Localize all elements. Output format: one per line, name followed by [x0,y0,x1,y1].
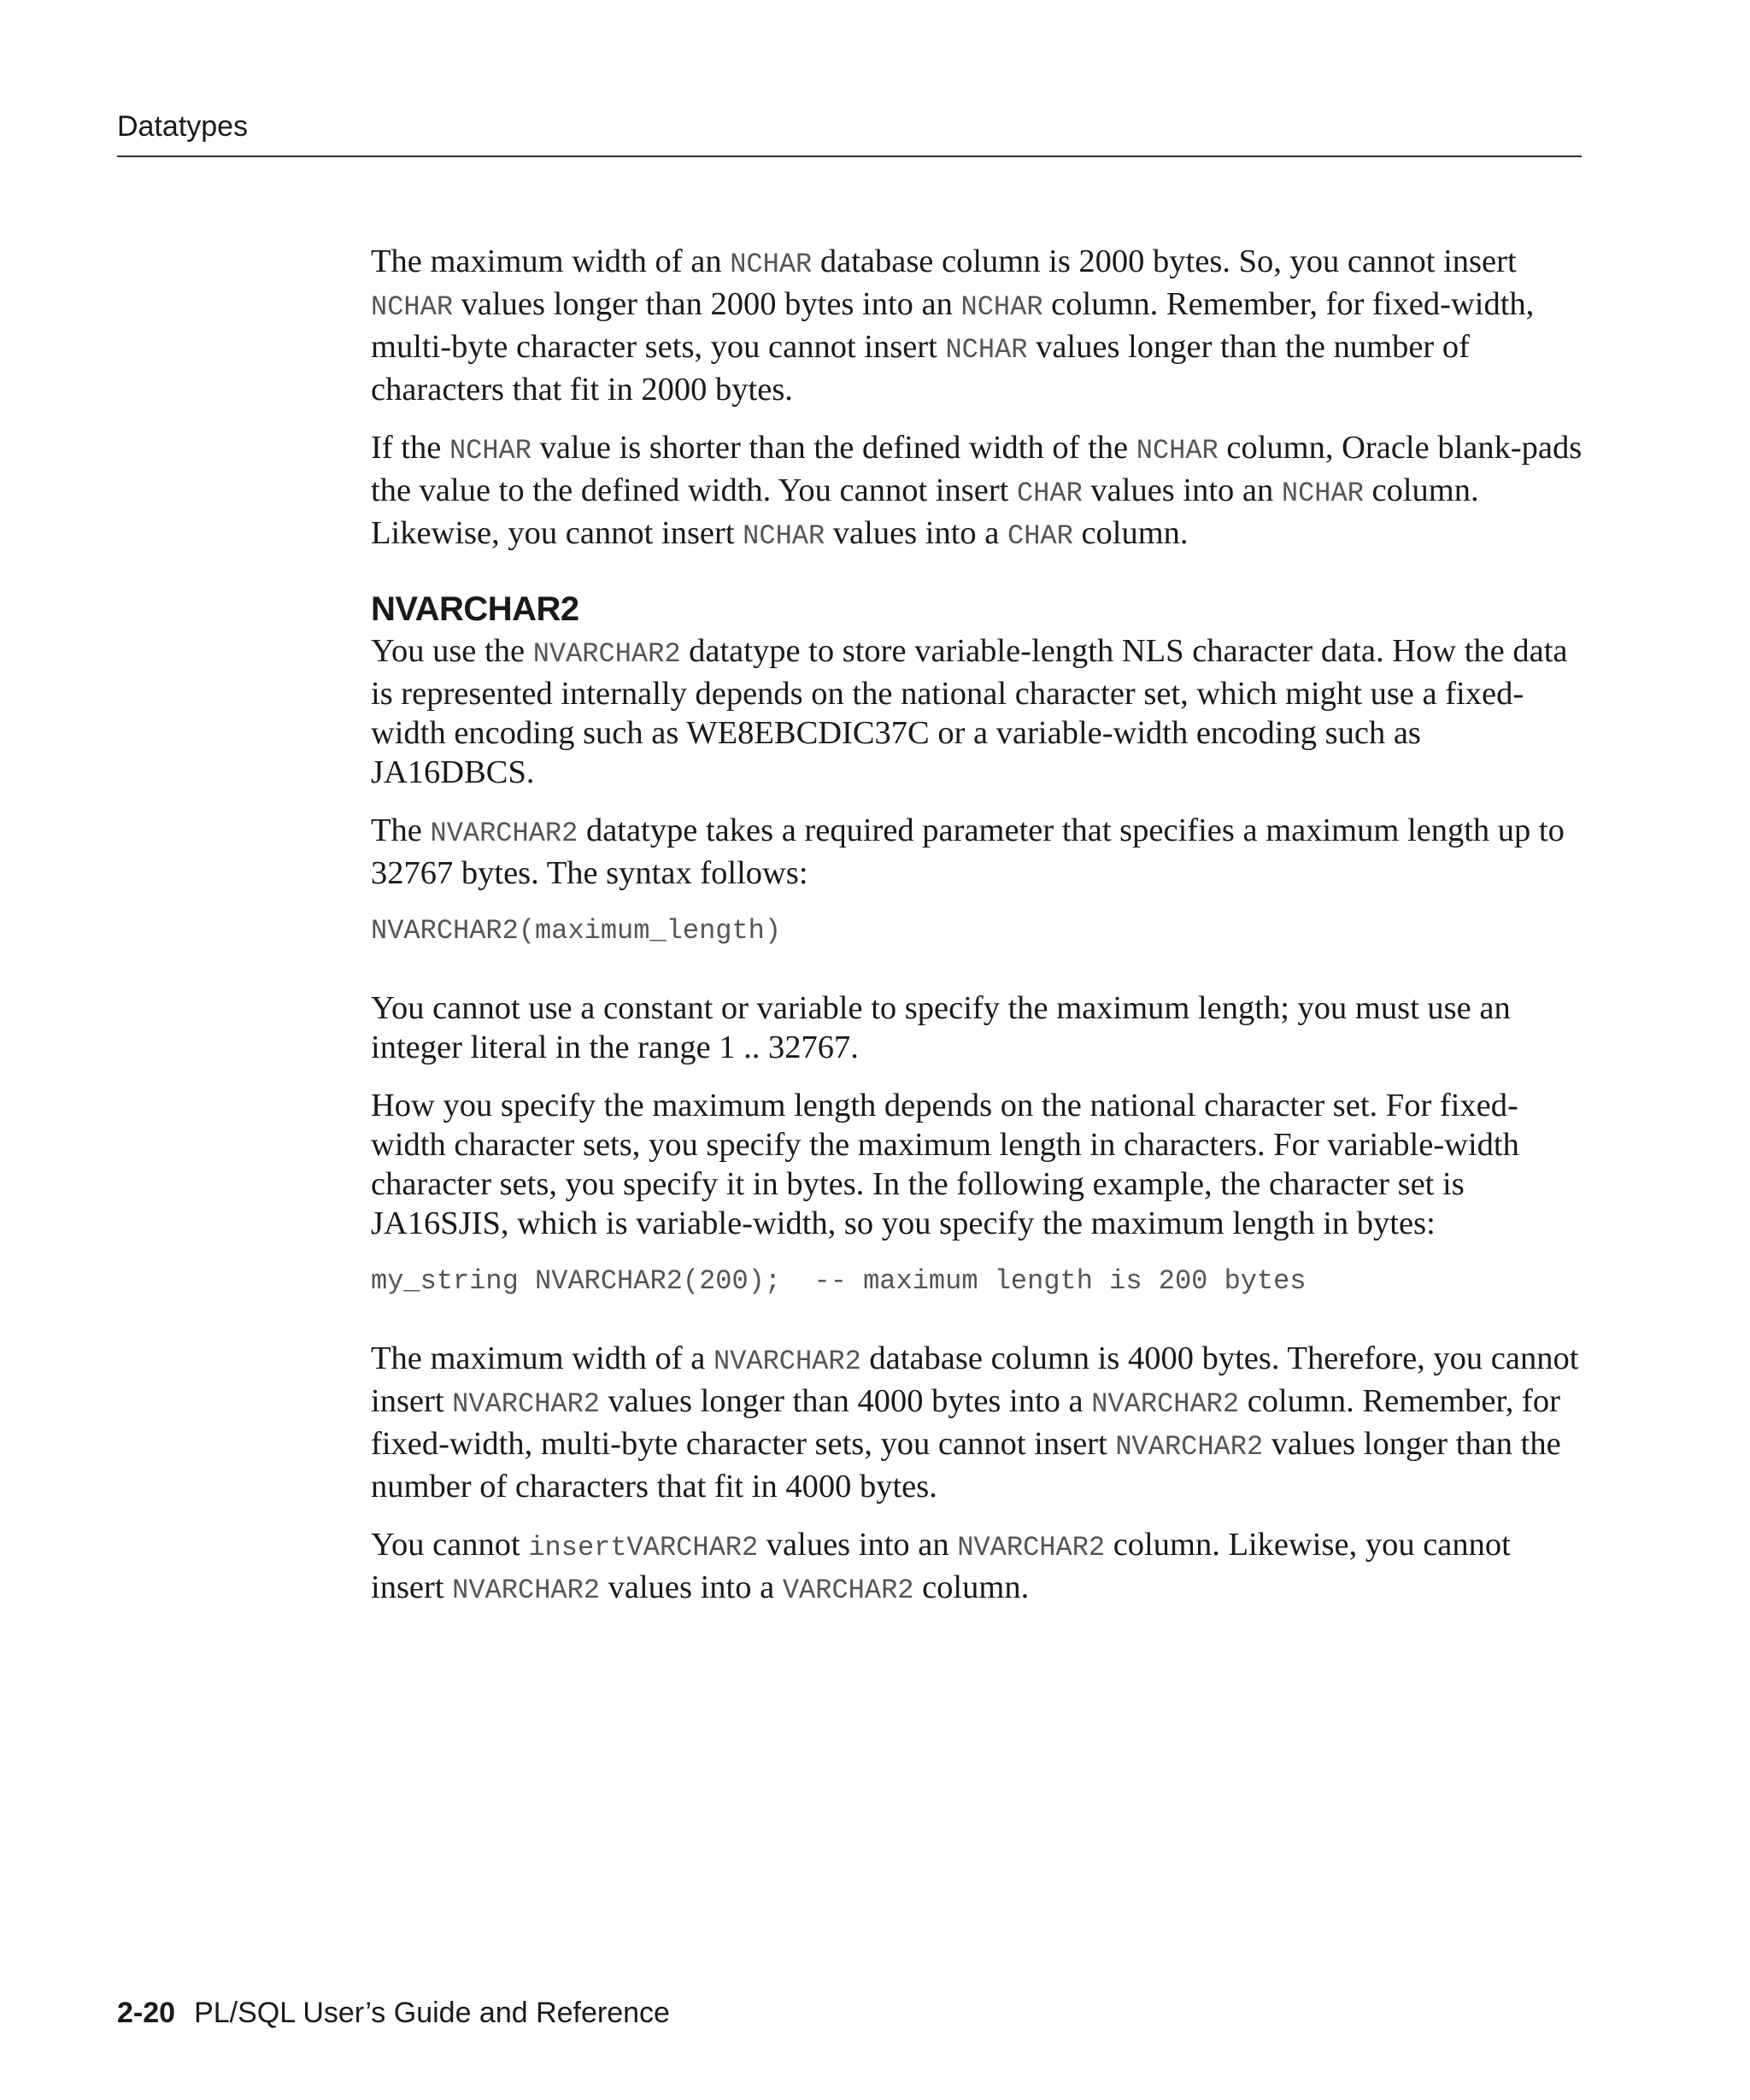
text-run: The [371,812,431,848]
text-run: column. [1072,515,1189,551]
paragraph-cannot-insert [371,1525,1584,1610]
text-run: You cannot use a constant or variable to specify the maximum length; you must use an integer literal in the range 1 .. 32767. [371,990,1511,1065]
inline-code: NVARCHAR2 [430,818,578,849]
text-run: values into a [825,515,1008,551]
text-run: The maximum width of a [371,1340,714,1376]
section-heading-nvarchar2: NVARCHAR2 [371,590,579,628]
text-run: You use the [371,633,533,669]
running-header-title: Datatypes [117,110,249,143]
paragraph-nvarchar2-width [371,1339,1584,1506]
page-footer [117,1996,670,2030]
text-run: value is shorter than the defined width of the [531,430,1136,466]
text-run: column. [913,1569,1030,1605]
inline-code: NVARCHAR2 [957,1532,1106,1563]
text-run: How you specify the maximum length depends on the national character set. For fixed-width character sets, you specify the maximum length in characters. For variable-width character sets, you specify it in bytes. In the following example, the character set is JA16SJIS, which is variable-width, so you specify the maximum length in bytes: [371,1088,1519,1241]
inline-code: VARCHAR2 [782,1575,914,1606]
inline-code: NCHAR [743,520,825,552]
header-rule [117,155,1582,157]
paragraph-nchar-width [371,242,1584,409]
paragraph-nvarchar2-parameter [371,811,1584,893]
paragraph-specify-length [371,1086,1584,1243]
text-run: values into a [600,1569,783,1605]
inline-code: NVARCHAR2 [532,638,681,670]
inline-code: NCHAR [945,334,1028,366]
inline-code: NCHAR [371,291,454,323]
text-run: values longer than the number of characters that fit in 4000 bytes. [371,1426,1561,1505]
inline-code: NVARCHAR2 [1115,1431,1264,1463]
text-run: If the [371,430,449,466]
paragraph-nvarchar2-intro [371,631,1584,792]
inline-code: insertVARCHAR2 [528,1532,759,1563]
inline-code: CHAR [1016,478,1083,509]
paragraph-integer-literal [371,988,1584,1067]
inline-code: NCHAR [1136,435,1219,466]
text-run: column. Likewise, you cannot insert [371,1527,1511,1605]
code-syntax: NVARCHAR2(maximum_length) [371,915,782,947]
paragraph-nchar-blank-pad [371,428,1584,556]
text-run: values longer than 4000 bytes into a [600,1383,1092,1419]
code-example: my_string NVARCHAR2(200); -- maximum length is 200 bytes [371,1265,1307,1297]
inline-code: NCHAR [960,291,1043,323]
text-run: datatype takes a required parameter that specifies a maximum length up to 32767 bytes. The syntax follows: [371,812,1565,891]
text-run: datatype to store variable-length NLS character data. How the data is represented internally depends on the national character set, which might use a fixed-width encoding such as WE8EBCDIC37C or a variable-width encoding such as JA16DBCS. [371,633,1568,790]
text-run: values into an [1082,472,1282,508]
inline-code: NVARCHAR2 [452,1388,600,1420]
text-run: values into an [758,1527,958,1563]
text-run: You cannot [371,1527,529,1563]
text-run: The maximum width of an [371,243,731,279]
page-number: 2-20 [117,1997,176,2029]
text-run: values longer than the number of characters that fit in 2000 bytes. [371,329,1470,408]
inline-code: NCHAR [1281,478,1364,509]
text-run: database column is 4000 bytes. Therefore, you cannot insert [371,1340,1579,1419]
text-run: values longer than 2000 bytes into an [453,286,961,322]
inline-code: NCHAR [449,435,531,466]
page-body [371,242,1584,1629]
text-run: column. Likewise, you cannot insert [371,472,1479,551]
inline-code: NVARCHAR2 [1091,1388,1240,1420]
book-title: PL/SQL User’s Guide and Reference [194,1997,670,2029]
text-run: column. Remember, for fixed-width, multi-byte character sets, you cannot insert [371,1383,1560,1462]
inline-code: NVARCHAR2 [452,1575,600,1606]
text-run: database column is 2000 bytes. So, you cannot insert [812,243,1517,279]
text-run: column, Oracle blank-pads the value to the defined width. You cannot insert [371,430,1583,508]
inline-code: NCHAR [730,249,813,280]
inline-code: CHAR [1007,520,1073,552]
text-run: column. Remember, for fixed-width, multi-byte character sets, you cannot insert [371,286,1535,365]
inline-code: NVARCHAR2 [713,1346,861,1377]
